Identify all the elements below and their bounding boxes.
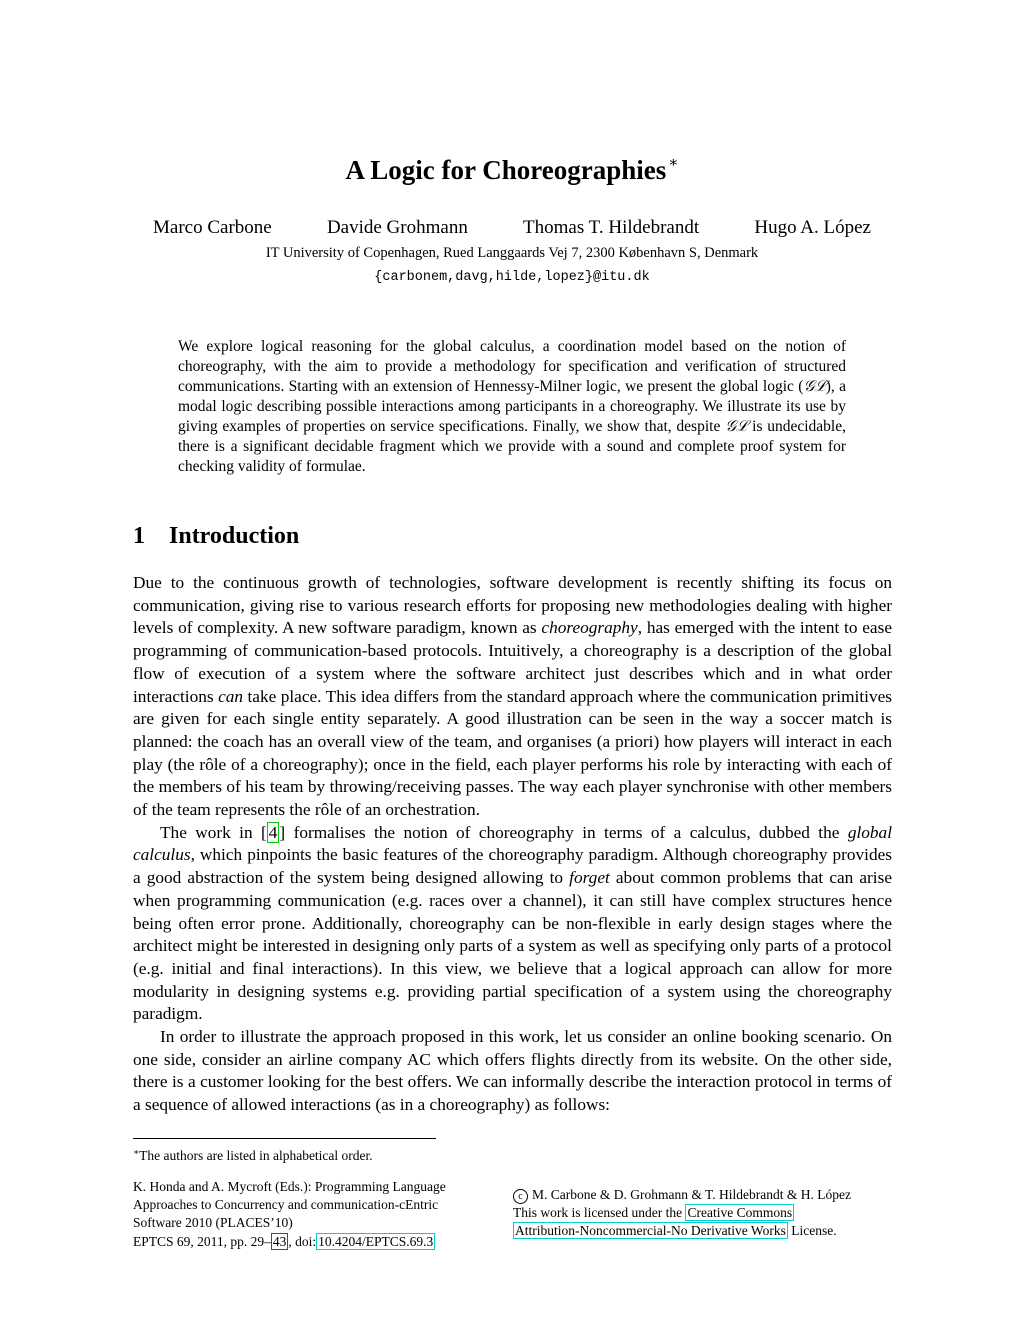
publication-line: K. Honda and A. Mycroft (Eds.): Programming Language	[133, 1179, 446, 1194]
abstract	[178, 337, 846, 477]
paragraph	[133, 822, 892, 1026]
footnote-text: The authors are listed in alphabetical order.	[139, 1148, 373, 1163]
doi-label: , doi:	[288, 1233, 317, 1249]
publication-line	[133, 1233, 493, 1251]
text-run: , which pinpoints the basic features of the choreography paradigm. Although choreography provides a good abstraction of the system being designed allowing to	[133, 845, 892, 888]
email-text: {carbonem,davg,hilde,lopez}@itu.dk	[374, 270, 650, 285]
gl-symbol: 𝒢ℒ	[725, 418, 748, 435]
paper-title	[0, 143, 1024, 190]
author: Marco Carbone	[153, 217, 272, 238]
publication-line: Approaches to Concurrency and communication-cEntric	[133, 1197, 439, 1213]
title-text: A Logic for Choreographies	[345, 155, 667, 185]
paragraph: In order to illustrate the approach proposed in this work, let us consider an online booking scenario. On one side, consider an airline company AC which offers flights directly from its website. On the other side, there is a customer looking for the best offers. We can informally describe the interaction protocol in terms of a sequence of allowed interactions (as in a choreography) as follows:	[133, 1027, 892, 1115]
affiliation: IT University of Copenhagen, Rued Langgaards Vej 7, 2300 København S, Denmark	[265, 245, 759, 261]
paragraph	[133, 572, 892, 822]
footnote	[133, 1143, 373, 1165]
last-page-link[interactable]: 43	[272, 1233, 287, 1249]
title-footnote-mark: ∗	[668, 155, 679, 171]
text-run: Due to the continuous growth of technologies, software development is recently shifting its focus on communication, giving rise to various research efforts for proposing new methodologies dealing with higher levels of complexity. A new software paradigm, known as	[133, 573, 892, 638]
abstract-text: is undecidable, there is a significant decidable fragment which we provide with a sound and complete proof system for checking validity of formulae.	[178, 418, 846, 475]
text-run: ] formalises the notion of choreography in terms of a calculus, dubbed the	[279, 822, 848, 842]
citation-link[interactable]: 4	[268, 822, 278, 842]
text-run: take place. This idea differs from the standard approach where the communication primitives are given for each single entity separately. A good illustration can be seen in the way a soccer match is planned: the coach has an overall view of the team, and organises (a priori) how players will interact in each play (the rôle of a choreography); once in the field, each player performs his role by interacting with each of the members of his team by throwing/receiving passes. The way each player synchronise with other members of the team represents the rôle of an orchestration.	[133, 686, 892, 820]
venue-text: EPTCS 69, 2011, pp. 29–	[133, 1233, 271, 1249]
doi-link[interactable]: 10.4204/EPTCS.69.3	[318, 1233, 434, 1249]
abstract-text: ), a modal logic describing possible interactions among participants in a choreography. We illustrate its use by giving examples of properties on service specifications. Finally, we show that, despite	[178, 378, 847, 435]
abstract-text: We explore logical reasoning for the global calculus, a coordination model based on the notion of choreography, with the aim to provide a methodology for specification and verification of structured communications. Starting with an extension of Hennessy-Milner logic, we present the global logic (	[178, 338, 846, 395]
emphasis: global calculus	[133, 822, 892, 865]
emphasis: can	[218, 686, 244, 706]
license-text: License.	[787, 1223, 837, 1239]
publication-info	[133, 1178, 493, 1251]
copyright-icon: c	[513, 1189, 528, 1204]
author: Thomas T. Hildebrandt	[523, 217, 700, 238]
section-heading	[133, 520, 299, 552]
license-type-link[interactable]: Attribution-Noncommercial-No Derivative Works	[515, 1223, 786, 1239]
text-run: , has emerged with the intent to ease programming of communication-based protocols. Intuitively, a choreography is a description of the global flow of execution of a system where the software architect just describes which and in what order interactions	[133, 618, 892, 706]
text-run: The work in [	[160, 822, 267, 842]
section-title: Introduction	[169, 523, 300, 549]
body-text	[133, 572, 892, 1117]
section-number: 1	[133, 523, 145, 549]
publication-line: Software 2010 (PLACES’10)	[133, 1215, 293, 1231]
author: Davide Grohmann	[326, 217, 468, 238]
creative-commons-link[interactable]: Creative Commons	[687, 1205, 793, 1221]
copyright-holders: M. Carbone & D. Grohmann & T. Hildebrandt & H. López	[532, 1187, 851, 1202]
license-text: This work is licensed under the	[513, 1205, 686, 1221]
emphasis: forget	[569, 868, 610, 888]
license-line	[513, 1222, 893, 1240]
gl-symbol: 𝒢ℒ	[803, 378, 826, 395]
author: Hugo A. López	[754, 217, 871, 238]
copyright-line	[513, 1186, 893, 1204]
emphasis: choreography	[541, 618, 638, 638]
footnote-mark: ∗	[133, 1147, 140, 1157]
author-emails	[0, 266, 1024, 288]
abstract-paragraph	[178, 337, 846, 477]
text-run: about common problems that can arise when programming communication (e.g. races over a channel), it can still have complex structures hence being often error prone. Additionally, choreography can be non-flexible in early design stages where the architect might be interested in designing only parts of a system as well as specifying only parts of a protocol (e.g. initial and final interactions). In this view, we believe that a logical approach can allow for more modularity in designing systems e.g. providing partial specification of a system using the choreography paradigm.	[133, 868, 893, 1024]
license-info	[513, 1186, 893, 1241]
author-list	[153, 215, 871, 241]
license-line	[513, 1204, 893, 1222]
footnote-rule	[133, 1138, 436, 1139]
